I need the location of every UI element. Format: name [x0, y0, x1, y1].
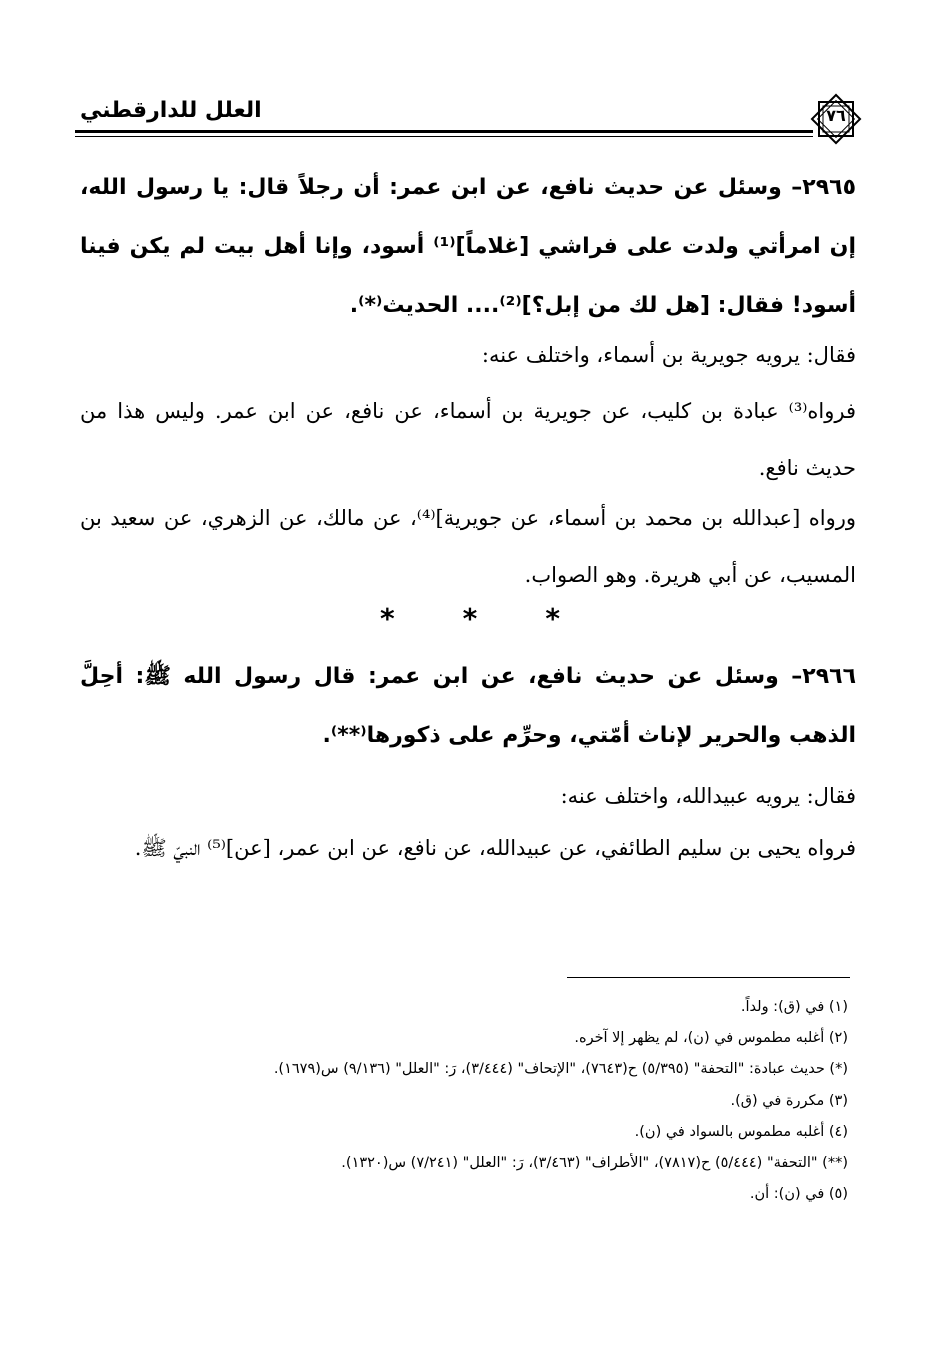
footnote: (٤) أغلبه مطموس بالسواد في (ن). — [634, 1123, 848, 1140]
paragraph: فقال: يرويه عبيدالله، واختلف عنه: — [560, 784, 856, 808]
paragraph: فقال: يرويه جويرية بن أسماء، واختلف عنه: — [481, 343, 856, 367]
separator-star: * — [545, 602, 560, 635]
footnotes — [190, 992, 848, 1210]
separator-star: * — [380, 602, 395, 635]
footnote: (٣) مكررة في (ق). — [730, 1092, 848, 1109]
footnote: (٥) في (ن): أن. — [749, 1186, 848, 1203]
footnote: (**) "التحفة" (٥/٤٤٤) ح(٧٨١٧)، "الأطراف" (٣/٤٦٣)، رَ: "العلل" (٧/٢٤١) س(١٣٢٠). — [341, 1155, 848, 1172]
header-rule — [75, 130, 813, 133]
paragraph: فرواه يحيى بن سليم الطائفي، عن عبيدالله، عن نافع، عن ابن عمر، [عن]⁽⁵⁾ النبيّ ﷺ. — [134, 836, 856, 860]
footnote-rule — [567, 977, 850, 978]
section-separator — [380, 602, 560, 635]
hadith-entry-2965: ٢٩٦٥– وسئل عن حديث نافع، عن ابن عمر: أن رجلاً قال: يا رسول الله، إن امرأتي ولدت على فراشي [غلاماً]⁽¹⁾ أسود، وإنا أهل بيت لم يكن فينا أسود! فقال: [هل لك من إبل؟]⁽²⁾.... الحديث⁽*⁾. — [80, 175, 856, 318]
header-rule-thin — [75, 136, 813, 137]
hadith-entry-2966: ٢٩٦٦– وسئل عن حديث نافع، عن ابن عمر: قال رسول الله ﷺ: أحِلَّ الذهب والحرير لإناث أمّتي، وحرِّم على ذكورها⁽**⁾. — [80, 664, 856, 748]
paragraph: فرواه⁽³⁾ عبادة بن كليب، عن جويرية بن أسماء، عن نافع، عن ابن عمر. وليس هذا من حديث نافع. — [80, 399, 856, 480]
footnote: (*) حديث عبادة: "التحفة" (٥/٣٩٥) ح(٧٦٤٣)، "الإتحاف" (٣/٤٤٤)، رَ: "العلل" (٩/١٣٦) س(١٦٧٩). — [273, 1061, 848, 1078]
book-title: العلل للدارقطني — [80, 98, 262, 123]
paragraph: ورواه [عبدالله بن محمد بن أسماء، عن جويرية]⁽⁴⁾، عن مالك، عن الزهري، عن سعيد بن المسيب، عن أبي هريرة. وهو الصواب. — [80, 506, 856, 587]
footnote: (٢) أغلبه مطموس في (ن)، لم يظهر إلا آخره. — [574, 1030, 848, 1047]
footnote: (١) في (ق): ولداً. — [740, 999, 848, 1015]
page-header — [75, 88, 865, 148]
separator-star: * — [462, 602, 478, 635]
page-number: ٧٦ — [826, 106, 846, 125]
